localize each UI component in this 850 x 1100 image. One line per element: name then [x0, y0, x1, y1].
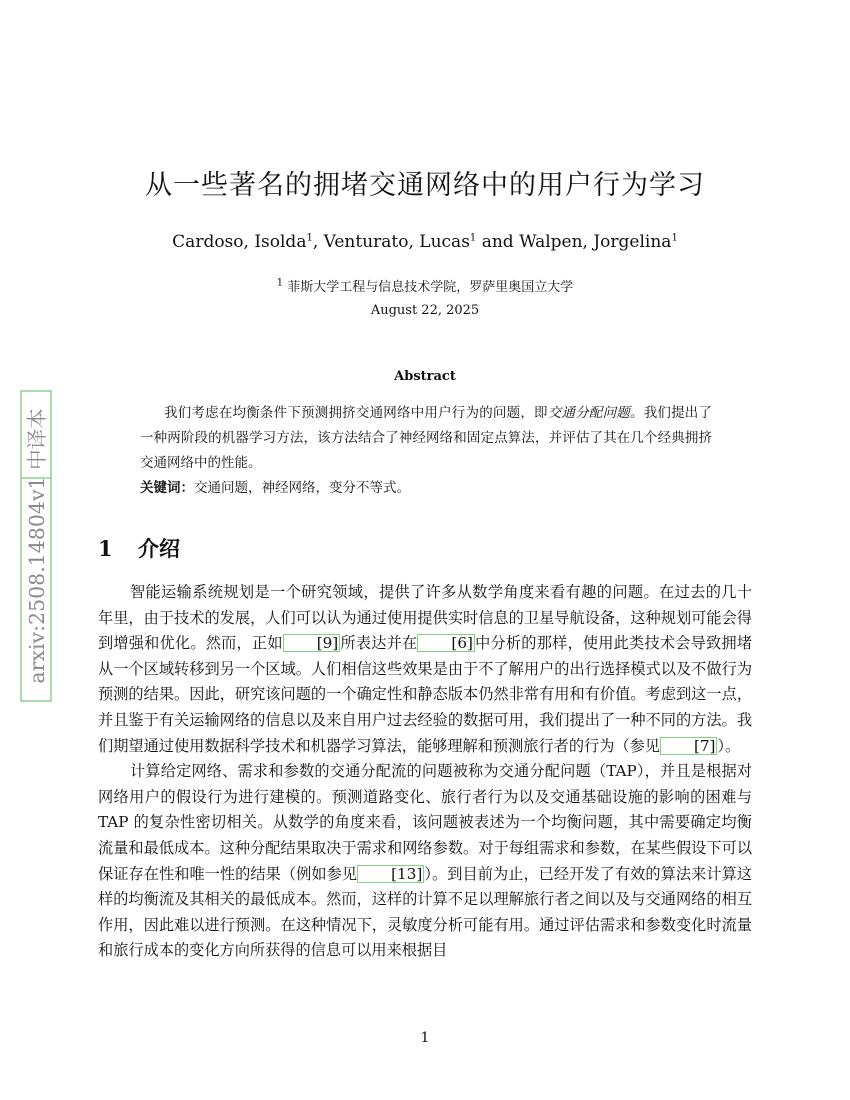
affiliation	[0, 276, 850, 295]
keywords-label: 关键词：	[140, 480, 194, 496]
paragraph	[98, 759, 752, 964]
abstract-body	[140, 401, 712, 501]
paragraph-text: 智能运输系统规划是一个研究领域，提供了许多从数学角度来看有趣的问题。在过去的几十年里，由于技术的发展，人们可以认为通过使用提供实时信息的卫星导航设备，这种规划可能会得到增强和优化。然而，正如	[98, 583, 752, 653]
paragraph-text: 计算给定网络、需求和参数的交通分配流的问题被称为交通分配问题（TAP），并且是根据对网络用户的假设行为进行建模的。预测道路变化、旅行者行为以及交通基础设施的影响的困难与 TAP 的复杂性密切相关。从数学的角度来看，该问题被表述为一个均衡问题，其中需要确定均衡流量和最低成本。这种分配结果取决于需求和网络参数。对于每组需求和参数，在某些假设下可以保证存在性和唯一性的结果（例如参见	[98, 762, 752, 883]
author-affil-mark: 1	[671, 232, 678, 244]
paper-title: 从一些著名的拥堵交通网络中的用户行为学习	[145, 170, 705, 201]
paper-date: August 22, 2025	[370, 303, 480, 318]
author-name: Walpen, Jorgelina	[519, 232, 672, 252]
page-number: 1	[420, 1030, 430, 1046]
affiliation-mark: 1	[276, 277, 284, 289]
author-affil-mark: 1	[306, 232, 313, 244]
author-name: Cardoso, Isolda	[172, 232, 307, 252]
abstract-text-part: 。我们提出了一种两阶段的机器学习方法，该方法结合了神经网络和固定点算法，并评估了其在几个经典拥挤交通网络中的性能。	[140, 405, 713, 471]
author-affil-mark: 1	[469, 232, 477, 244]
abstract-text	[140, 401, 712, 476]
author-separator: and	[476, 232, 520, 252]
keywords	[140, 476, 712, 501]
abstract-heading: Abstract	[394, 369, 456, 384]
citation-link[interactable]: [9]	[283, 634, 341, 652]
keywords-text: 交通问题，神经网络，变分不等式。	[194, 480, 410, 496]
citation-link[interactable]: [13]	[357, 865, 424, 883]
section-heading	[98, 533, 180, 563]
affiliation-text: 菲斯大学工程与信息技术学院，罗萨里奥国立大学	[287, 280, 574, 295]
section-title: 介绍	[138, 536, 180, 561]
citation-link[interactable]: [7]	[660, 737, 718, 755]
paragraph-text: 中分析的那样，使用此类技术会导致拥堵从一个区域转移到另一个区域。人们相信这些效果是由于不了解用户的出行选择模式以及不做行为预测的结果。因此，研究该问题的一个确定性和静态版本仍然非常有用和有价值。考虑到这一点，并且鉴于有关运输网络的信息以及来自用户过去经验的数据可用，我们提出了一种不同的方法。我们期望通过使用数据科学技术和机器学习算法，能够理解和预测旅行者的行为（参见	[98, 634, 753, 755]
author-name: Venturato, Lucas	[323, 232, 470, 252]
citation-link[interactable]: [6]	[417, 634, 475, 652]
author-list	[0, 232, 850, 252]
section-body	[98, 580, 752, 964]
paragraph-text: ）。	[717, 736, 741, 755]
paragraph-text: 所表达并在	[340, 634, 418, 653]
paragraph	[98, 580, 752, 759]
paragraph-text: ）。到目前为止，已经开发了有效的算法来计算这样的均衡流及其相关的最低成本。然而，这样的计算不足以理解旅行者之间以及与交通网络的相互作用，因此难以进行预测。在这种情况下，灵敏度分析可能有用。通过评估需求和参数变化时流量和旅行成本的变化方向所获得的信息可以用来根据目	[98, 864, 753, 960]
section-number: 1	[98, 536, 113, 561]
author-separator: ,	[312, 232, 324, 252]
abstract-text-part: 我们考虑在均衡条件下预测拥挤交通网络中用户行为的问题，即	[164, 405, 548, 421]
arxiv-stamp-text: arxiv:2508.14804v1 中译本	[25, 408, 49, 684]
abstract-emphasis: 交通分配问题	[547, 405, 630, 421]
arxiv-side-stamp[interactable]	[20, 390, 52, 702]
